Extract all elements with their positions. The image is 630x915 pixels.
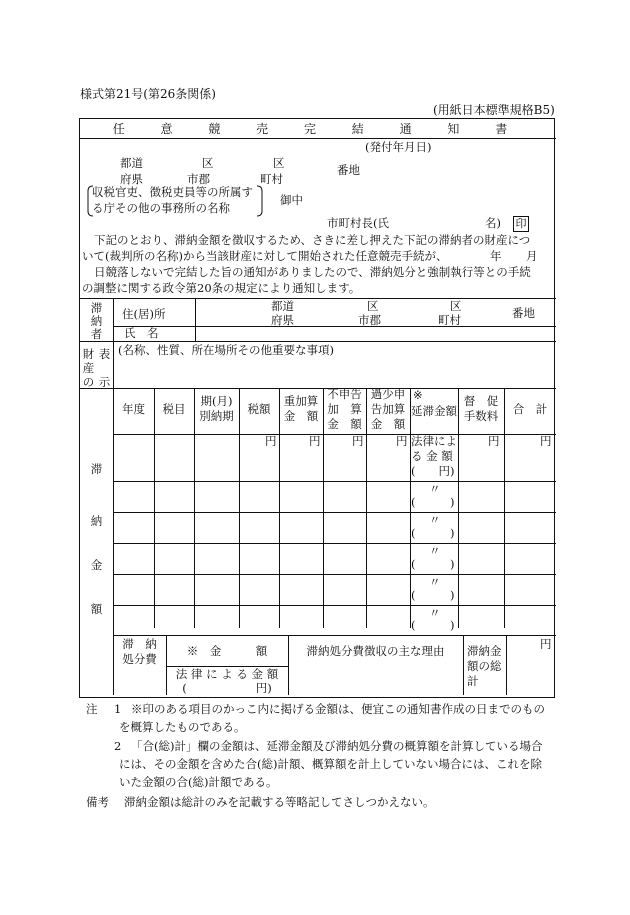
late-legal-c: ( 円) [411, 464, 455, 478]
body-line-3: 日競落しないで完結した旨の通知がありましたので、滞納処分と強制執行等との手続 [94, 265, 531, 279]
hdr-heavy-a: 重加算 [283, 394, 319, 408]
amount-label-2: 納 [90, 514, 103, 528]
hdr-tax: 税目 [162, 402, 186, 416]
ditto-4: 〃 [429, 575, 441, 589]
fees-col-4 [506, 635, 507, 695]
remark-text: 滞納金額は総計のみを記載する等略記してさしつかえない。 [124, 795, 435, 809]
form-title: 任 意 競 売 完 結 通 知 書 [112, 122, 524, 136]
hdr-under-b: 告加算 [370, 402, 406, 416]
yen-heavy: 円 [309, 434, 321, 448]
row-line-4 [113, 574, 556, 575]
hdr-total: 合 計 [512, 402, 548, 416]
late-legal-a: 法律によ [411, 434, 457, 448]
note-2-num: 2 [114, 739, 122, 753]
body-line-2-month: 月 [526, 249, 538, 263]
yen-nonfiling: 円 [352, 434, 364, 448]
del-banchi: 番地 [512, 306, 535, 320]
del-machimura: 町村 [438, 313, 461, 327]
fees-total-c: 計 [467, 674, 479, 688]
del-fuken: 府県 [271, 313, 294, 327]
fees-legal-amount: 法 律 に よ る 金 額 [175, 667, 279, 681]
body-line-2-year: 年 [490, 249, 502, 263]
col-line-8 [458, 388, 459, 628]
mayor-name-end: 名) [485, 216, 501, 230]
ditto-1: 〃 [429, 482, 441, 496]
hdr-nonfiling-a: 不申告 [327, 387, 362, 401]
notice-form [79, 118, 555, 698]
col-line-9 [504, 388, 505, 628]
fees-col-2 [288, 635, 289, 695]
hdr-heavy-b: 金 額 [283, 409, 319, 423]
form-id: 様式第21号(第26条関係) [80, 87, 216, 101]
col-line-1 [154, 388, 155, 628]
delinquent-top-line [80, 298, 556, 299]
row-line-5 [113, 605, 556, 606]
hdr-nonfiling-c: 金 額 [327, 417, 362, 431]
fees-amount-label: ※ 金 額 [186, 644, 268, 658]
del-ku2: 区 [450, 299, 462, 313]
paren-5: ( ) [411, 618, 455, 632]
addr-todo: 都道 [120, 156, 143, 170]
fees-label-a: 滞 納 [122, 637, 157, 651]
delinquent-mid-line [113, 326, 556, 327]
mayor-label: 市町村長(氏 [327, 216, 389, 230]
col-line-2 [194, 388, 195, 628]
remark-head: 備考 [86, 795, 109, 809]
body-line-1: 下記のとおり、滞納金額を徴収するため、さきに差し押えた下記の滞納者の財産につ [94, 233, 531, 247]
hdr-tax-amount: 税額 [247, 402, 271, 416]
delinquent-label-line [195, 298, 196, 341]
yen-tax: 円 [265, 434, 277, 448]
hdr-under-a: 過少申 [370, 387, 406, 401]
paper-size-note: (用紙日本標準規格B5) [433, 103, 555, 117]
property-label-d: 表 [98, 347, 111, 361]
property-label-b: 産 [82, 361, 95, 375]
note-2-a: 「合(総)計」欄の金額は、延滞金額及び滞納処分費の概算額を計算している場合 [131, 739, 543, 753]
paren-3: ( ) [411, 557, 455, 571]
notes-head: 注 [86, 702, 98, 716]
col-line-3 [239, 388, 240, 628]
delinquent-name-label: 氏 名 [124, 326, 159, 340]
fees-legal-yen: ( 円) [182, 681, 272, 695]
note-2-c: いた金額の合(総)計額である。 [119, 775, 278, 789]
yen-total: 円 [540, 434, 552, 448]
hdr-period-a: 期(月) [200, 394, 233, 408]
yen-fee: 円 [488, 434, 500, 448]
note-2-b: には、その金額を含めた合(総)計額、概算額を計上していない場合には、これを除 [119, 757, 542, 771]
fees-label-b: 処分費 [122, 652, 157, 666]
ditto-3: 〃 [429, 544, 441, 558]
amount-label-3: 金 [90, 558, 103, 572]
fees-total-a: 滞納金 [467, 644, 502, 658]
ditto-5: 〃 [429, 606, 441, 620]
hdr-late: 延滞金額 [411, 404, 457, 418]
delinquent-address-label: 住(居)所 [122, 307, 166, 321]
hdr-fee-a: 督 促 [463, 394, 499, 408]
addr-ku2: 区 [273, 156, 285, 170]
addr-banchi: 番地 [337, 163, 360, 177]
paren-2: ( ) [411, 526, 455, 540]
hdr-nonfiling-b: 加 算 [327, 402, 362, 416]
addr-shigun: 市郡 [187, 172, 210, 186]
property-note: (名称、性質、所在場所その他重要な事項) [118, 343, 334, 357]
seal-mark: 印 [513, 216, 529, 232]
addr-machimura: 町村 [260, 172, 283, 186]
yen-under: 円 [396, 434, 408, 448]
hdr-period-b: 別納期 [199, 409, 234, 423]
body-line-4: の調整に関する政令第20条の規定により通知します。 [82, 281, 361, 295]
col-line-4 [279, 388, 280, 628]
ditto-2: 〃 [429, 513, 441, 527]
gochu: 御中 [280, 193, 303, 207]
note-1-a: ※印のある項目のかっこ内に掲げる金額は、便宜この通知書作成の日までのもの [131, 702, 545, 716]
del-shigun: 市郡 [358, 313, 381, 327]
row-line-1 [113, 481, 556, 482]
body-line-2: いて(裁判所の名称)から当該財産に対して開始された任意競売手続が、 [82, 249, 448, 263]
row-line-3 [113, 543, 556, 544]
hdr-year: 年度 [122, 402, 145, 416]
recipient-bracket-right [256, 185, 264, 217]
fees-reason: 滞納処分費徴収の主な理由 [306, 644, 445, 658]
paren-1: ( ) [411, 495, 455, 509]
note-1-num: 1 [114, 702, 122, 716]
fees-top-line [113, 635, 556, 636]
del-todo: 都道 [271, 299, 294, 313]
addr-ku1: 区 [202, 156, 214, 170]
amount-label-1: 滞 [90, 462, 103, 476]
issue-date: (発付年月日) [365, 140, 432, 154]
property-label-e: 示 [98, 375, 111, 389]
delinquent-label-2: 納 [90, 314, 103, 328]
hdr-late-mark: ※ [413, 388, 423, 402]
row-line-2 [113, 512, 556, 513]
fees-total-b: 額の総 [467, 659, 502, 673]
delinquent-label-1: 滞 [90, 301, 103, 315]
delinquent-label-3: 者 [90, 327, 103, 341]
fees-col-3 [463, 635, 464, 695]
hdr-fee-b: 手数料 [463, 409, 499, 423]
amounts-top-line [80, 388, 556, 389]
addr-fuken: 府県 [120, 172, 143, 186]
del-ku1: 区 [367, 299, 379, 313]
fees-total-yen: 円 [540, 637, 552, 651]
hdr-under-c: 金 額 [370, 417, 406, 431]
amount-label-4: 額 [90, 602, 103, 616]
recipient-line-2: る庁その他の事務所の名称 [92, 201, 230, 215]
note-1-b: を概算したものである。 [119, 720, 246, 734]
recipient-line-1: 収税官吏、徴税吏員等の所属す [92, 185, 253, 199]
title-divider [80, 138, 556, 139]
property-label-a: 財 [82, 347, 95, 361]
paren-4: ( ) [411, 588, 455, 602]
property-top-line [80, 341, 556, 342]
property-label-c: の [82, 375, 95, 389]
late-legal-b: る 金 額 [411, 449, 453, 463]
